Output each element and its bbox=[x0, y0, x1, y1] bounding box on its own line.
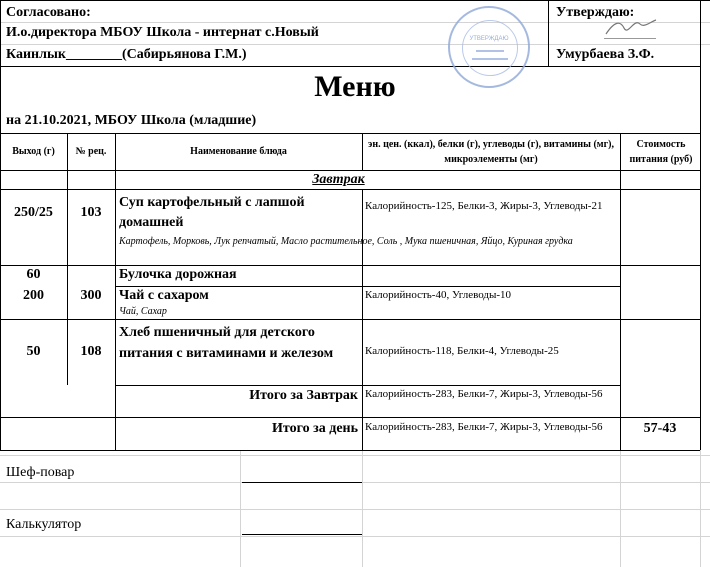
row-dish: Суп картофельный с лапшой домашней bbox=[119, 195, 305, 230]
total-cost: 57-43 bbox=[643, 421, 677, 436]
border bbox=[620, 133, 621, 450]
signature-line bbox=[604, 38, 656, 39]
grid-line bbox=[362, 450, 363, 567]
approve-label: Утверждаю: bbox=[556, 5, 635, 20]
signature-image bbox=[600, 12, 660, 40]
border bbox=[548, 0, 549, 66]
grid-line bbox=[0, 455, 710, 456]
col-header-nutrition: эн. цен. (ккал), белки (г), углеводы (г), витамины (мг), микроэлементы (мг) bbox=[368, 139, 614, 165]
border bbox=[115, 286, 620, 287]
agreed-label: Согласовано: bbox=[6, 5, 91, 20]
row-nutrition: Калорийность-40, Углеводы-10 bbox=[365, 289, 512, 301]
approver-name: Умурбаева З.Ф. bbox=[556, 47, 655, 62]
chef-label: Шеф-повар bbox=[6, 465, 75, 480]
row-recipe: 300 bbox=[80, 288, 102, 303]
grid-line bbox=[240, 450, 241, 567]
grid-line bbox=[620, 450, 621, 567]
border bbox=[0, 133, 700, 134]
calculator-label: Калькулятор bbox=[6, 517, 82, 532]
subtotal-label: Итого за Завтрак bbox=[249, 388, 358, 403]
row-yield: 50 bbox=[26, 344, 41, 359]
grid-line bbox=[0, 44, 710, 45]
border bbox=[0, 450, 700, 451]
row-dish: Булочка дорожная bbox=[119, 267, 237, 282]
subtotal-nutrition: Калорийность-283, Белки-7, Жиры-3, Углеводы-56 bbox=[365, 388, 603, 400]
border bbox=[362, 133, 363, 170]
row-nutrition: Калорийность-125, Белки-3, Жиры-3, Углеводы-21 bbox=[365, 200, 603, 212]
border bbox=[0, 265, 700, 266]
total-nutrition: Калорийность-283, Белки-7, Жиры-3, Углеводы-56 bbox=[365, 421, 603, 433]
chef-signature-line bbox=[242, 482, 362, 483]
border bbox=[362, 189, 363, 450]
page-subtitle: на 21.10.2021, МБОУ Школа (младшие) bbox=[6, 113, 257, 128]
col-header-dish: Наименование блюда bbox=[190, 146, 287, 157]
col-header-recipe: № рец. bbox=[75, 146, 107, 157]
row-yield: 60 bbox=[26, 267, 41, 282]
row-yield: 250/25 bbox=[14, 205, 53, 220]
row-yield: 200 bbox=[23, 288, 44, 303]
director-line-2: Каинлык________(Сабирьянова Г.М.) bbox=[6, 47, 247, 62]
border bbox=[0, 417, 700, 418]
border bbox=[0, 0, 1, 450]
border bbox=[700, 0, 701, 450]
col-header-cost: Стоимость питания (руб) bbox=[629, 139, 693, 165]
border bbox=[0, 189, 700, 190]
row-nutrition: Калорийность-118, Белки-4, Углеводы-25 bbox=[365, 345, 559, 357]
total-label: Итого за день bbox=[272, 421, 358, 436]
row-ingredients: Картофель, Морковь, Лук репчатый, Масло растительное, Соль , Мука пшеничная, Яйцо, Куриная грудка bbox=[119, 236, 573, 247]
grid-line bbox=[700, 450, 701, 567]
row-dish: Хлеб пшеничный для детского питания с витаминами и железом bbox=[119, 325, 334, 361]
row-recipe: 103 bbox=[80, 205, 102, 220]
row-recipe: 108 bbox=[80, 344, 102, 359]
row-dish: Чай с сахаром bbox=[119, 288, 209, 303]
border bbox=[0, 0, 710, 1]
page-title: Меню bbox=[314, 70, 396, 103]
grid-line bbox=[0, 536, 710, 537]
row-ingredients: Чай, Сахар bbox=[119, 306, 167, 317]
stamp-text: УТВЕРЖДАЮ bbox=[469, 36, 509, 42]
border bbox=[0, 319, 700, 320]
border bbox=[0, 66, 700, 67]
calculator-signature-line bbox=[242, 534, 362, 535]
border bbox=[0, 170, 700, 171]
section-title: Завтрак bbox=[312, 172, 365, 187]
director-line-1: И.о.директора МБОУ Школа - интернат с.Новый bbox=[6, 25, 319, 40]
col-header-yield: Выход (г) bbox=[12, 146, 55, 157]
grid-line bbox=[0, 509, 710, 510]
